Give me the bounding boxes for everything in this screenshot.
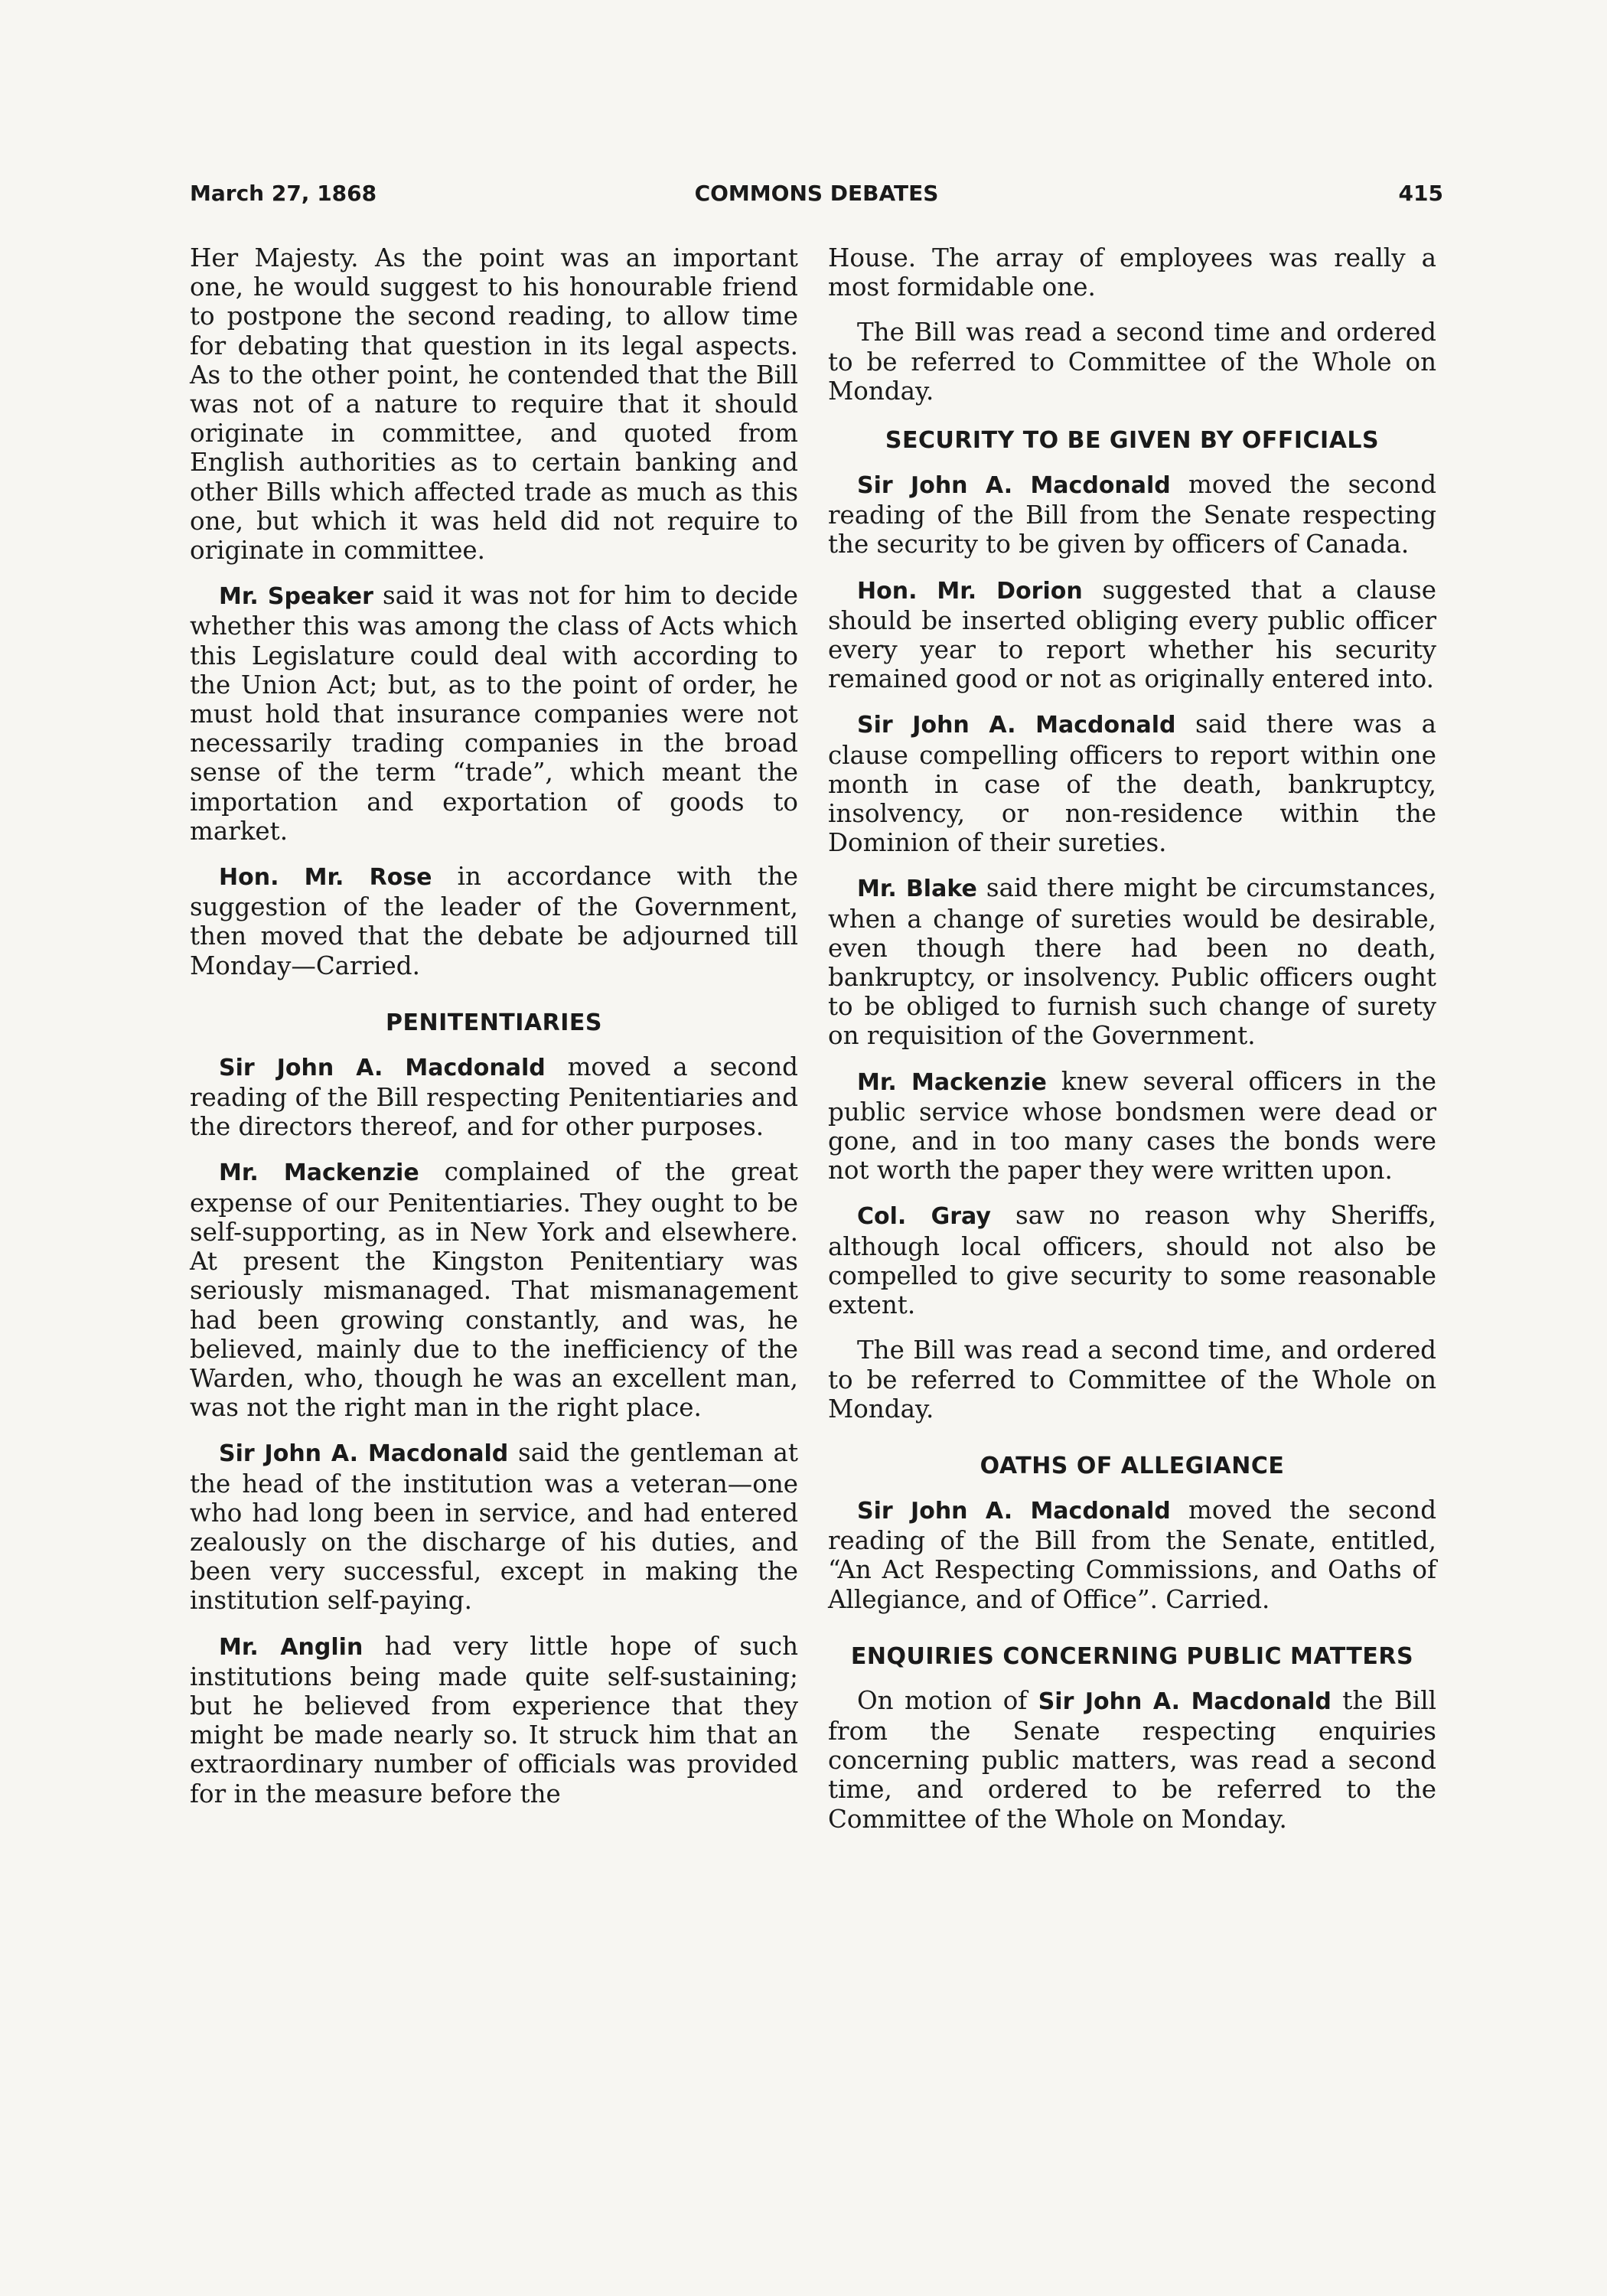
paragraph: Her Majesty. As the point was an important one, he would suggest to his honourable friend to postpone the second reading, to allow time for debating that question in its legal aspects. As to the other point, he contended that the Bill was not of a nature to require that it should originate in committee, and quoted from English authorities as to certain banking and other Bills which affected trade as much as this one, but which it was held did not require to originate in committee. <box>190 243 798 566</box>
speech-text: said there might be circumstances, when a change of sureties would be desirable, even though there had been no death, bankruptcy, or insolvency. Public officers ought to be obliged to furnish such change of surety on requisition of the Government. <box>828 873 1436 1051</box>
paragraph <box>190 862 798 980</box>
section-heading-penitentiaries: PENITENTIARIES <box>385 1009 603 1036</box>
section-heading-security: SECURITY TO BE GIVEN BY OFFICIALS <box>885 427 1380 455</box>
paragraph: House. The array of employees was really a most formidable one. <box>828 243 1436 302</box>
header-title: COMMONS DEBATES <box>694 181 939 206</box>
speech-text: the Bill from the Senate respecting enquiries concerning public matters, was read a second time, and ordered to be referred to the Committee of the Whole on Monday. <box>828 1685 1436 1834</box>
speaker-name: Mr. Mackenzie <box>857 1068 1047 1096</box>
speech-text: saw no reason why Sheriffs, although local officers, should not also be compelled to give security to some reasonable extent. <box>828 1201 1436 1320</box>
speaker-name: Hon. Mr. Rose <box>219 864 432 892</box>
paragraph: The Bill was read a second time, and ordered to be referred to Committee of the Whole on Monday. <box>828 1336 1436 1424</box>
speech-text: knew several officers in the public service whose bondsmen were dead or gone, and in too many cases the bonds were not worth the paper they were written upon. <box>828 1066 1436 1186</box>
page-number: 415 <box>1398 181 1443 206</box>
speech-text: said there was a clause compelling officers to report within one month in case of the death, bankruptcy, insolvency, or non-residence within the Dominion of their sureties. <box>828 709 1436 858</box>
speaker-name: Mr. Speaker <box>219 583 373 611</box>
page-header <box>190 181 1443 219</box>
paragraph <box>828 1201 1436 1319</box>
paragraph <box>190 1438 798 1615</box>
paragraph <box>828 1686 1436 1834</box>
right-column <box>828 243 1436 1850</box>
paragraph <box>828 873 1436 1050</box>
paragraph <box>190 581 798 846</box>
section-heading-enquiries: ENQUIRIES CONCERNING PUBLIC MATTERS <box>850 1642 1414 1670</box>
speech-text: moved the second reading of the Bill from the Senate, entitled, “An Act Respecting Commissions, and Oaths of Allegiance, and of Office”. Carried. <box>828 1495 1436 1614</box>
speaker-name: Sir John A. Macdonald <box>857 1497 1171 1525</box>
paragraph <box>828 709 1436 857</box>
section-heading-oaths: OATHS OF ALLEGIANCE <box>980 1452 1285 1479</box>
paragraph <box>828 1067 1436 1186</box>
speech-text: in accordance with the suggestion of the leader of the Government, then moved that the debate be adjourned till Monday—Carried. <box>190 862 798 980</box>
speaker-name: Sir John A. Macdonald <box>1038 1688 1332 1715</box>
left-column <box>190 243 798 1825</box>
speaker-name: Mr. Mackenzie <box>219 1159 419 1187</box>
paragraph <box>190 1157 798 1422</box>
speaker-name: Sir John A. Macdonald <box>219 1440 509 1468</box>
speech-text: suggested that a clause should be inserted obliging every public officer every year to report whether his security remained good or not as originally entered into. <box>828 575 1436 694</box>
speaker-name: Sir John A. Macdonald <box>857 712 1176 739</box>
paragraph: The Bill was read a second time and ordered to be referred to Committee of the Whole on Monday. <box>828 318 1436 406</box>
speech-text: On motion of <box>857 1685 1038 1715</box>
speaker-name: Sir John A. Macdonald <box>857 472 1171 500</box>
speech-text: had very little hope of such institutions being made quite self-sustaining; but he believed from experience that they might be made nearly so. It struck him that an extraordinary number of officials was provided for in the measure before the <box>190 1631 799 1808</box>
paragraph <box>190 1052 798 1142</box>
speech-text: said the gentleman at the head of the institution was a veteran—one who had long been in service, and had entered zealously on the discharge of his duties, and been very successful, except in making the institution self-paying. <box>190 1438 798 1616</box>
speaker-name: Mr. Blake <box>857 876 977 903</box>
speaker-name: Mr. Anglin <box>219 1633 363 1661</box>
paragraph <box>828 1495 1436 1614</box>
speaker-name: Hon. Mr. Dorion <box>857 577 1083 605</box>
paragraph <box>828 576 1436 694</box>
paragraph <box>828 470 1436 559</box>
speech-text: moved a second reading of the Bill respecting Penitentiaries and the directors thereof, and for other purposes. <box>190 1052 798 1142</box>
speech-text: moved the second reading of the Bill from the Senate respecting the security to be given by officers of Canada. <box>828 470 1436 559</box>
paragraph <box>190 1632 798 1808</box>
speaker-name: Sir John A. Macdonald <box>219 1054 546 1081</box>
speaker-name: Col. Gray <box>857 1203 991 1231</box>
header-date: March 27, 1868 <box>190 181 377 206</box>
speech-text: complained of the great expense of our Penitentiaries. They ought to be self-supporting, as in New York and elsewhere. At present the Kingston Penitentiary was seriously mismanaged. That mismanagement had been growing constantly, and was, he believed, mainly due to the inefficiency of the Warden, who, though he was an excellent man, was not the right man in the right place. <box>190 1157 798 1423</box>
speech-text: said it was not for him to decide whether this was among the class of Acts which this Legislature could deal with according to the Union Act; but, as to the point of order, he must hold that insurance companies were not necessarily trading companies in the broad sense of the term “trade”, which meant the importation and exportation of goods to market. <box>190 581 798 846</box>
